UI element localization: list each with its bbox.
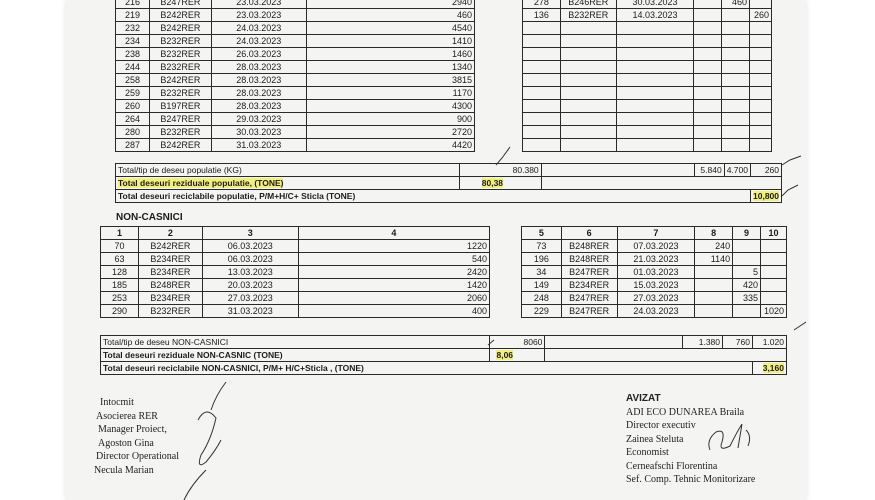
total-tip-noncasnici-value: 8060 bbox=[490, 336, 545, 349]
sig-right-line: Sef. Comp. Tehnic Monitorizare bbox=[626, 474, 756, 485]
vehicle-cell: B242RER bbox=[149, 139, 211, 152]
vehicle-cell: B248RER bbox=[561, 253, 617, 266]
sig-right-line: Cerneafschi Florentina bbox=[626, 460, 718, 472]
handwritten-signature-icon bbox=[184, 382, 226, 500]
sig-right-line: ADI ECO DUNAREA Braila bbox=[626, 406, 745, 418]
sig-left-line: Asocierea RER bbox=[96, 410, 158, 422]
check-mark-icon bbox=[488, 340, 494, 345]
nr-cell: 34 bbox=[522, 266, 562, 279]
date-cell: 29.03.2023 bbox=[211, 113, 306, 126]
value-cell: 240 bbox=[695, 240, 733, 253]
total-tip-populatie-value: 80.380 bbox=[459, 164, 541, 177]
vehicle-cell: B232RER bbox=[138, 305, 202, 318]
total-reziduale-populatie-value: 80,38 bbox=[481, 178, 504, 188]
nr-cell: 216 bbox=[116, 0, 150, 9]
document-page bbox=[66, 0, 806, 500]
value-cell: 335 bbox=[733, 292, 761, 305]
nr-cell: 253 bbox=[101, 292, 139, 305]
date-cell: 28.03.2023 bbox=[211, 87, 306, 100]
quantity-cell: 2720 bbox=[306, 126, 474, 139]
total-reziduale-populatie-label: Total deseuri reziduale populatie, (TONE) bbox=[116, 177, 460, 190]
date-cell: 06.03.2023 bbox=[202, 240, 298, 253]
avizat-title: AVIZAT bbox=[626, 393, 661, 404]
vehicle-cell: B246RER bbox=[560, 0, 616, 9]
column-header: 8 bbox=[695, 227, 733, 240]
sig-left-line: Intocmit bbox=[100, 397, 134, 408]
date-cell: 24.03.2023 bbox=[211, 22, 306, 35]
quantity-cell: 4540 bbox=[306, 22, 474, 35]
column-header: 4 bbox=[298, 227, 489, 240]
date-cell: 13.03.2023 bbox=[202, 266, 298, 279]
date-cell: 07.03.2023 bbox=[617, 240, 695, 253]
vehicle-cell: B248RER bbox=[561, 240, 617, 253]
date-cell: 21.03.2023 bbox=[617, 253, 695, 266]
nr-cell: 70 bbox=[101, 240, 139, 253]
vehicle-cell: B247RER bbox=[561, 292, 617, 305]
date-cell: 31.03.2023 bbox=[202, 305, 298, 318]
date-cell: 28.03.2023 bbox=[211, 100, 306, 113]
noncasnici-title: NON-CASNICI bbox=[116, 212, 183, 223]
nr-cell: 258 bbox=[116, 74, 150, 87]
vehicle-cell: B232RER bbox=[149, 35, 211, 48]
total-reciclabile-noncasnici-value: 3,160 bbox=[762, 363, 784, 373]
nr-cell: 287 bbox=[116, 139, 150, 152]
column-header: 1 bbox=[101, 227, 139, 240]
vehicle-cell: B232RER bbox=[149, 126, 211, 139]
date-cell: 20.03.2023 bbox=[202, 279, 298, 292]
vehicle-cell: B248RER bbox=[138, 279, 202, 292]
vehicle-cell: B242RER bbox=[149, 74, 211, 87]
vehicle-cell: B232RER bbox=[149, 48, 211, 61]
date-cell: 27.03.2023 bbox=[202, 292, 298, 305]
quantity-cell: 1420 bbox=[298, 279, 489, 292]
total-tip-noncasnici-v3: 1.020 bbox=[752, 336, 786, 349]
date-cell: 28.03.2023 bbox=[211, 74, 306, 87]
date-cell: 15.03.2023 bbox=[617, 279, 695, 292]
quantity-cell: 460 bbox=[306, 9, 474, 22]
sig-left-line: Agoston Gina bbox=[98, 437, 154, 449]
vehicle-cell: B197RER bbox=[149, 100, 211, 113]
vehicle-cell: B234RER bbox=[138, 266, 202, 279]
nr-cell: 73 bbox=[522, 240, 562, 253]
column-header: 6 bbox=[561, 227, 617, 240]
quantity-cell: 1340 bbox=[306, 61, 474, 74]
vehicle-cell: B242RER bbox=[138, 240, 202, 253]
vehicle-cell: B234RER bbox=[561, 279, 617, 292]
value-cell: 5 bbox=[733, 266, 761, 279]
date-cell: 26.03.2023 bbox=[211, 48, 306, 61]
vehicle-cell: B234RER bbox=[138, 292, 202, 305]
nr-cell: 229 bbox=[522, 305, 562, 318]
quantity-cell: 2940 bbox=[306, 0, 474, 9]
column-header: 7 bbox=[617, 227, 695, 240]
date-cell: 01.03.2023 bbox=[617, 266, 695, 279]
quantity-cell: 400 bbox=[298, 305, 489, 318]
date-cell: 06.03.2023 bbox=[202, 253, 298, 266]
date-cell: 24.03.2023 bbox=[617, 305, 695, 318]
date-cell: 30.03.2023 bbox=[616, 0, 694, 9]
quantity-cell: 2060 bbox=[298, 292, 489, 305]
sig-left-line: Necula Marian bbox=[94, 464, 154, 476]
date-cell: 23.03.2023 bbox=[211, 0, 306, 9]
quantity-cell: 2420 bbox=[298, 266, 489, 279]
column-header: 9 bbox=[733, 227, 761, 240]
quantity-cell: 1170 bbox=[306, 87, 474, 100]
quantity-cell: 1410 bbox=[306, 35, 474, 48]
date-cell: 23.03.2023 bbox=[211, 9, 306, 22]
total-tip-populatie-v3: 260 bbox=[750, 164, 781, 177]
nr-cell: 248 bbox=[522, 292, 562, 305]
vehicle-cell: B232RER bbox=[560, 9, 616, 22]
nr-cell: 232 bbox=[116, 22, 150, 35]
nr-cell: 128 bbox=[101, 266, 139, 279]
column-header: 3 bbox=[202, 227, 298, 240]
total-tip-noncasnici-v2: 760 bbox=[723, 336, 753, 349]
check-mark-icon bbox=[782, 156, 801, 165]
check-mark-icon bbox=[782, 185, 798, 196]
vehicle-cell: B247RER bbox=[149, 113, 211, 126]
handwritten-marks bbox=[66, 0, 806, 500]
value-cell: 460 bbox=[722, 0, 750, 9]
vehicle-cell: B232RER bbox=[149, 87, 211, 100]
nr-cell: 278 bbox=[523, 0, 561, 9]
column-header: 2 bbox=[138, 227, 202, 240]
sig-left-line: Director Operational bbox=[96, 451, 180, 462]
date-cell: 28.03.2023 bbox=[211, 61, 306, 74]
nr-cell: 259 bbox=[116, 87, 150, 100]
nr-cell: 149 bbox=[522, 279, 562, 292]
total-reziduale-noncasnici-value: 8,06 bbox=[496, 350, 514, 360]
quantity-cell: 540 bbox=[298, 253, 489, 266]
total-tip-noncasnici-v1: 1.380 bbox=[683, 336, 723, 349]
quantity-cell: 1460 bbox=[306, 48, 474, 61]
nr-cell: 244 bbox=[116, 61, 150, 74]
nr-cell: 196 bbox=[522, 253, 562, 266]
date-cell: 30.03.2023 bbox=[211, 126, 306, 139]
sig-right-line: Director executiv bbox=[626, 420, 696, 431]
total-reciclabile-populatie-value: 10,800 bbox=[753, 191, 779, 201]
nr-cell: 136 bbox=[523, 9, 561, 22]
total-tip-noncasnici-label: Total/tip de deseu NON-CASNICI bbox=[101, 336, 490, 349]
date-cell: 27.03.2023 bbox=[617, 292, 695, 305]
vehicle-cell: B232RER bbox=[149, 61, 211, 74]
total-tip-populatie-v1: 5.840 bbox=[694, 164, 724, 177]
date-cell: 31.03.2023 bbox=[211, 139, 306, 152]
nr-cell: 260 bbox=[116, 100, 150, 113]
nr-cell: 280 bbox=[116, 126, 150, 139]
handwritten-signature-icon bbox=[709, 424, 750, 450]
column-header: 5 bbox=[522, 227, 562, 240]
date-cell: 24.03.2023 bbox=[211, 35, 306, 48]
nr-cell: 63 bbox=[101, 253, 139, 266]
nr-cell: 234 bbox=[116, 35, 150, 48]
quantity-cell: 4300 bbox=[306, 100, 474, 113]
total-reciclabile-noncasnici-label: Total deseuri reciclabile NON-CASNICI, P/M+ H/C+Sticla , (TONE) bbox=[101, 362, 753, 375]
nr-cell: 264 bbox=[116, 113, 150, 126]
quantity-cell: 900 bbox=[306, 113, 474, 126]
vehicle-cell: B247RER bbox=[561, 305, 617, 318]
vehicle-cell: B234RER bbox=[138, 253, 202, 266]
check-mark-icon bbox=[496, 147, 510, 165]
total-tip-populatie-label: Total/tip de deseu populatie (KG) bbox=[116, 164, 460, 177]
sig-right-line: Zainea Steluta bbox=[626, 433, 684, 445]
column-header: 10 bbox=[760, 227, 786, 240]
total-reziduale-noncasnici-label: Total deseuri reziduale NON-CASNIC (TONE) bbox=[101, 349, 490, 362]
check-mark-icon bbox=[794, 322, 806, 330]
quantity-cell: 4420 bbox=[306, 139, 474, 152]
sig-left-line: Manager Proiect, bbox=[98, 424, 167, 435]
total-tip-populatie-v2: 4.700 bbox=[724, 164, 750, 177]
quantity-cell: 3815 bbox=[306, 74, 474, 87]
vehicle-cell: B242RER bbox=[149, 9, 211, 22]
vehicle-cell: B242RER bbox=[149, 22, 211, 35]
nr-cell: 290 bbox=[101, 305, 139, 318]
sig-right-line: Economist bbox=[626, 447, 669, 458]
value-cell: 420 bbox=[733, 279, 761, 292]
nr-cell: 185 bbox=[101, 279, 139, 292]
vehicle-cell: B247RER bbox=[561, 266, 617, 279]
total-reciclabile-populatie-label: Total deseuri reciclabile populatie, P/M+H/C+ Sticla (TONE) bbox=[116, 190, 751, 203]
value-cell: 1020 bbox=[760, 305, 786, 318]
nr-cell: 219 bbox=[116, 9, 150, 22]
value-cell: 1140 bbox=[695, 253, 733, 266]
quantity-cell: 1220 bbox=[298, 240, 489, 253]
value-cell: 260 bbox=[750, 9, 772, 22]
nr-cell: 238 bbox=[116, 48, 150, 61]
date-cell: 14.03.2023 bbox=[616, 9, 694, 22]
vehicle-cell: B247RER bbox=[149, 0, 211, 9]
